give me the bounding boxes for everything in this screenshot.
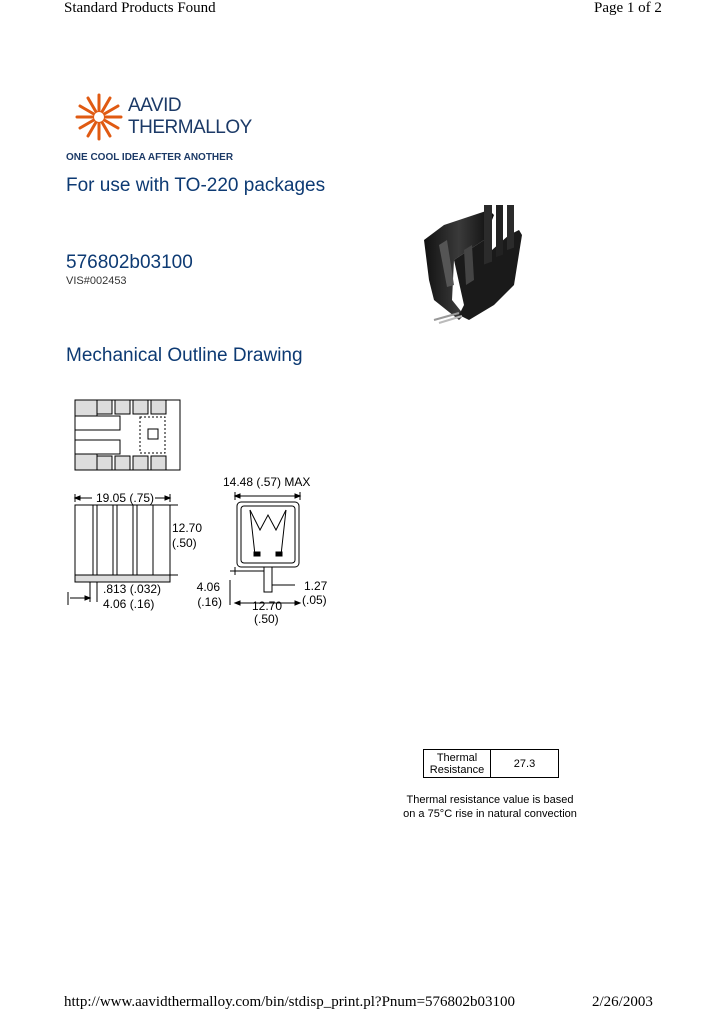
logo-tagline: ONE COOL IDEA AFTER ANOTHER: [66, 152, 234, 163]
thermal-resistance-table: [423, 749, 559, 778]
dim-right-b: (.05): [302, 593, 327, 607]
section-title: Mechanical Outline Drawing: [66, 345, 303, 366]
dim-bottom-b: (.50): [254, 612, 279, 626]
dim-height-a: 12.70: [172, 521, 203, 535]
dim-max: 14.48 (.57) MAX: [223, 475, 311, 489]
sunburst-icon: [74, 92, 124, 142]
dim-bottom-a: 12.70: [252, 599, 283, 613]
thermal-note: Thermal resistance value is based on a 75°C rise in natural convection: [403, 794, 577, 820]
company-logo: [66, 90, 266, 165]
top-view-drawing: [70, 395, 185, 475]
thermal-resistance-value: 27.3: [491, 750, 559, 778]
dim-fin: .813 (.032): [103, 582, 162, 596]
thermal-resistance-label: Thermal Resistance: [424, 750, 491, 778]
logo-line-thermalloy: THERMALLOY: [128, 117, 252, 138]
print-date: 2/26/2003: [592, 994, 653, 1010]
dim-right-a: 1.27: [304, 579, 328, 593]
dim-left-b: (.16): [197, 595, 222, 609]
heatsink-photo: [414, 205, 534, 330]
dim-height-b: (.50): [172, 536, 197, 550]
page-indicator: Page 1 of 2: [594, 0, 662, 16]
part-number: 576802b03100: [66, 252, 193, 273]
header-title: Standard Products Found: [64, 0, 216, 16]
dim-pitch: 4.06 (.16): [103, 597, 155, 611]
page-url-link[interactable]: http://www.aavidthermalloy.com/bin/stdisp_print.pl?Pnum=576802b03100: [64, 994, 516, 1010]
dim-left-a: 4.06: [196, 580, 220, 594]
product-subtitle: For use with TO-220 packages: [66, 175, 326, 196]
logo-line-aavid: AAVID: [128, 95, 182, 116]
dim-width: 19.05 (.75): [96, 491, 155, 505]
front-view-drawing: [190, 470, 350, 630]
vis-number: VIS#002453: [66, 275, 127, 287]
